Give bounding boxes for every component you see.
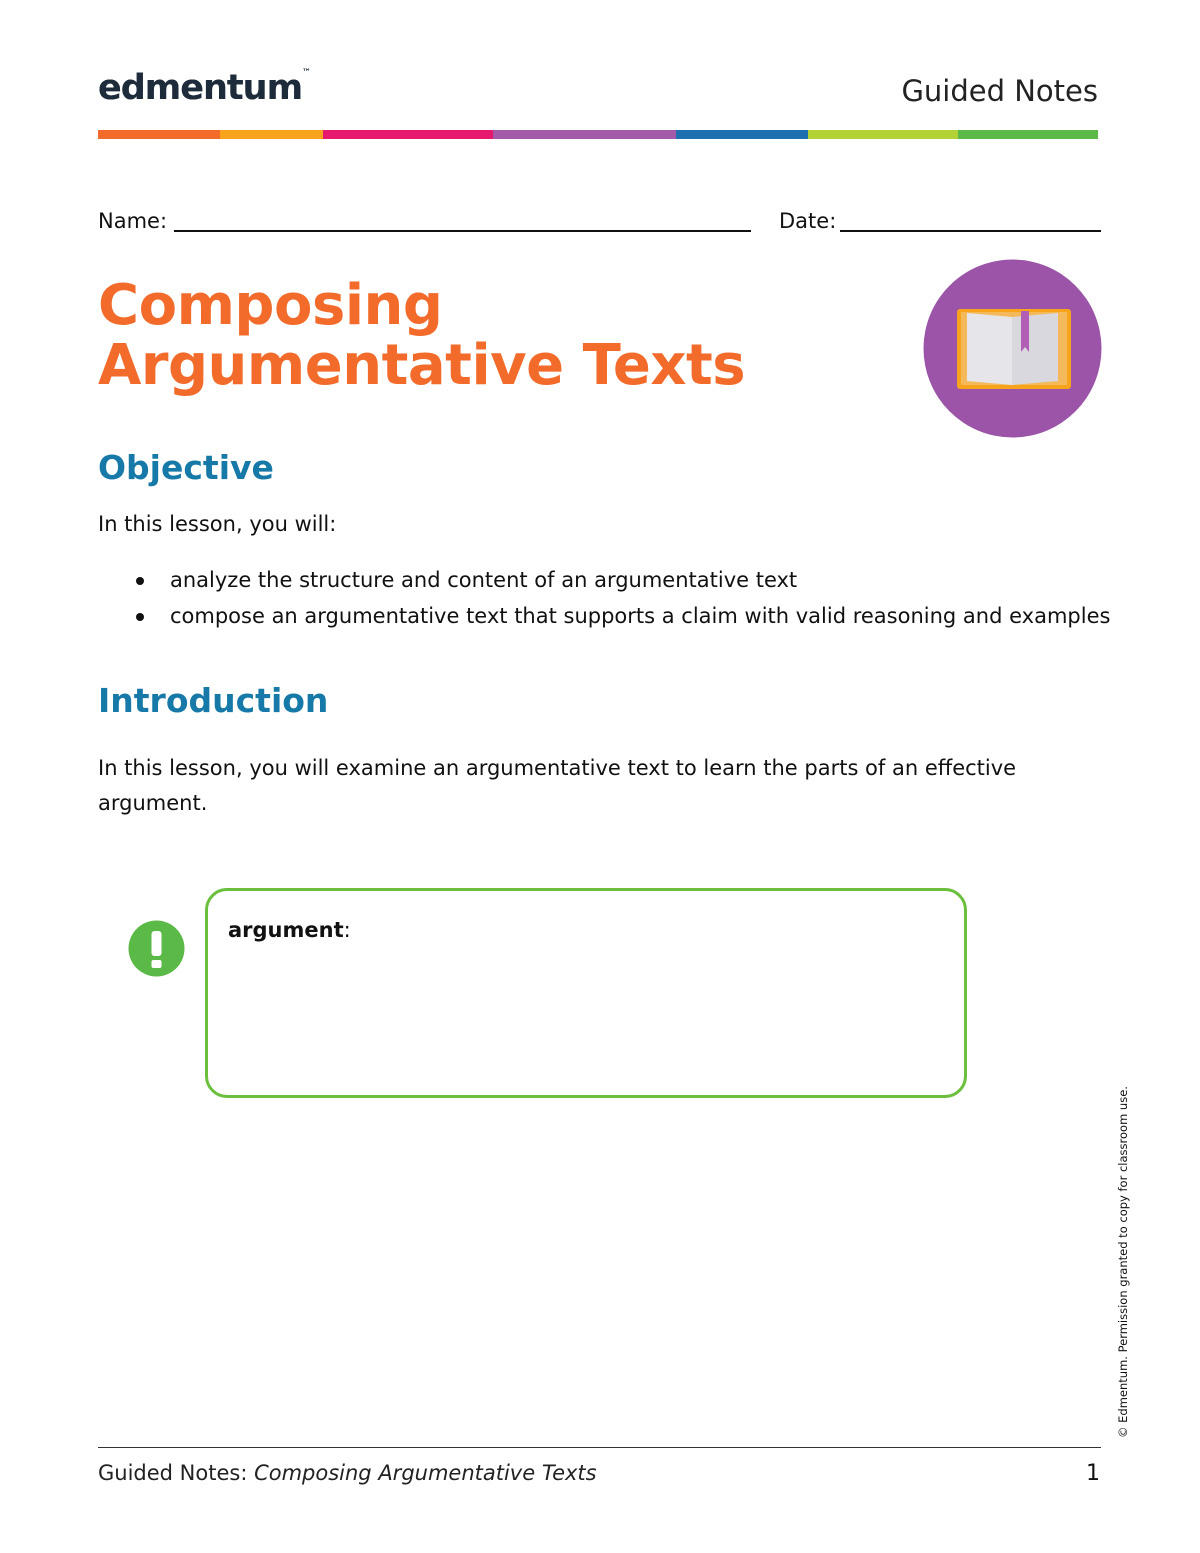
list-item: compose an argumentative text that supports a claim with valid reasoning and examples <box>170 598 1110 634</box>
header-color-bar <box>98 130 1098 139</box>
page-number: 1 <box>1086 1461 1100 1486</box>
logo-trademark: ™ <box>302 68 311 78</box>
objective-intro: In this lesson, you will: <box>98 512 337 536</box>
color-bar-segment <box>220 130 323 139</box>
name-label: Name: <box>98 209 168 233</box>
copyright-note: © Edmentum. Permission granted to copy for classroom use. <box>1116 1086 1130 1438</box>
color-bar-segment <box>323 130 493 139</box>
color-bar-segment <box>676 130 808 139</box>
introduction-text: In this lesson, you will examine an argumentative text to learn the parts of an effective argument. <box>98 756 1017 815</box>
color-bar-segment <box>958 130 1098 139</box>
logo-text: edmentum <box>98 68 303 108</box>
header-label: Guided Notes <box>901 74 1098 108</box>
date-field[interactable] <box>840 230 1101 232</box>
objective-heading: Objective <box>98 448 274 487</box>
term-word: argument <box>228 918 344 942</box>
color-bar-segment <box>98 130 220 139</box>
footer-lesson-title: Composing Argumentative Texts <box>254 1461 597 1485</box>
open-book-icon <box>923 259 1102 438</box>
term-colon: : <box>343 918 351 942</box>
footer-prefix: Guided Notes: <box>98 1461 255 1485</box>
definition-term <box>228 918 351 942</box>
exclamation-icon <box>128 920 185 977</box>
name-field[interactable] <box>174 230 751 232</box>
footer-title <box>98 1461 597 1485</box>
list-item: analyze the structure and content of an argumentative text <box>170 562 1110 598</box>
objective-list <box>98 562 1110 634</box>
edmentum-logo <box>98 68 310 108</box>
page-title: Composing Argumentative Texts <box>98 273 746 398</box>
color-bar-segment <box>493 130 676 139</box>
introduction-heading: Introduction <box>98 681 329 720</box>
footer-divider <box>98 1447 1101 1448</box>
date-label: Date: <box>779 209 837 233</box>
color-bar-segment <box>808 130 958 139</box>
